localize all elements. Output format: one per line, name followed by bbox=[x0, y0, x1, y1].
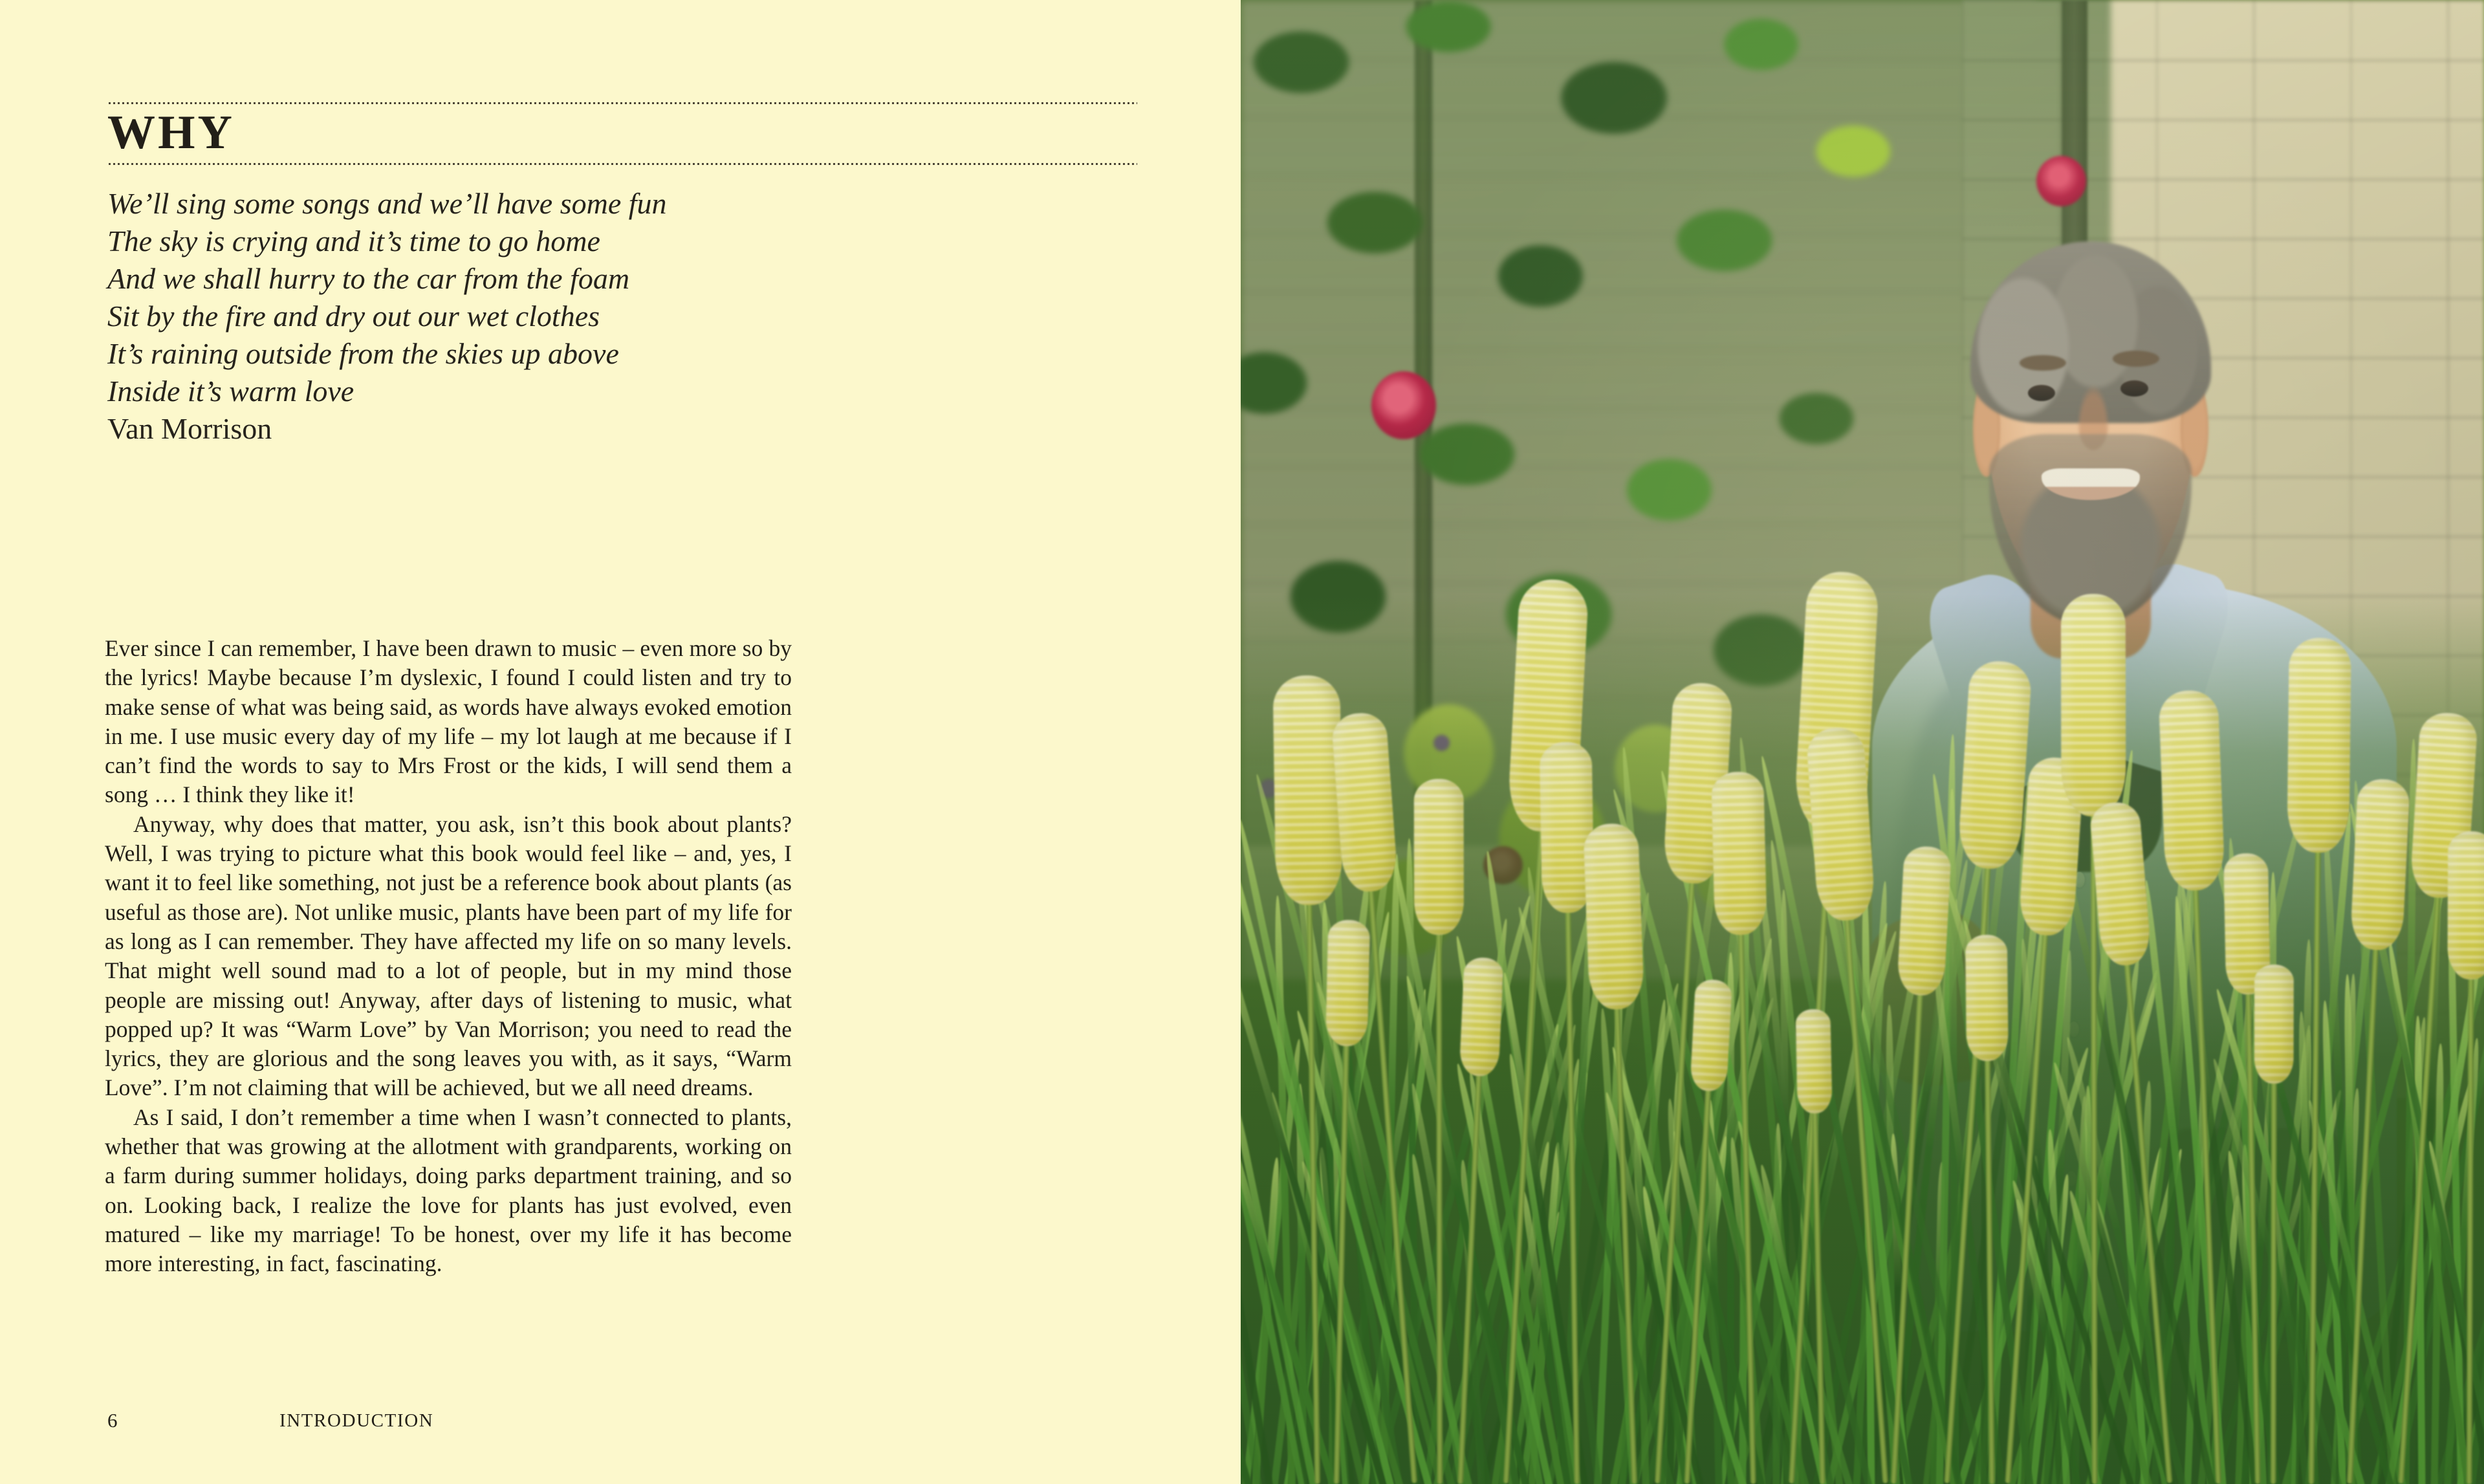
text-page bbox=[0, 0, 1241, 1484]
page-number: 6 bbox=[107, 1409, 118, 1432]
eyebrow-left bbox=[2020, 355, 2066, 371]
heading-rule-bottom bbox=[109, 163, 1137, 165]
photo-scene bbox=[1241, 0, 2484, 1484]
flower-head bbox=[1583, 823, 1644, 1010]
body-paragraph: Anyway, why does that matter, you ask, isn’t this book about plants? Well, I was trying to picture what this book would feel like – and, yes, I want it to feel like something, not just be a reference book about plants (as useful as those are). Not unlike music, plants have been part of my life for as long as I can remember. They have affected my life on so many levels. That might well sound mad to a lot of people, but in my mind those people are missing out! Anyway, after days of listening to music, what popped up? It was “Warm Love” by Van Morrison; you need to read the lyrics, they are glorious and the song leaves you with, as it says, “Warm Love”. I’m not claiming that will be achieved, but we all need dreams. bbox=[105, 811, 792, 1101]
kniphofia-spike bbox=[1965, 935, 2013, 1484]
flower-head bbox=[2158, 689, 2225, 891]
flower-head bbox=[1795, 1009, 1832, 1113]
page-title: WHY bbox=[107, 106, 235, 159]
body-paragraph: As I said, I don’t remember a time when I wasn’t connected to plants, whether that was growing at the allotment with grandparents, working on a farm during summer holidays, doing parks department training, and so on. Looking back, I realize the love for plants has just evolved, even matured – like my marriage! To be honest, over my life it has become more interesting, in fact, fascinating. bbox=[105, 1104, 792, 1277]
flower-head bbox=[2447, 831, 2484, 979]
epigraph-line: The sky is crying and it’s time to go home bbox=[107, 224, 600, 257]
flower-head bbox=[1414, 779, 1464, 935]
body-paragraph: Ever since I can remember, I have been drawn to music – even more so by the lyrics! Maybe because I’m dyslexic, I found I could listen and try to make sense of what was being said, as words have always evoked emotion in me. I use music every day of my life – my lot laugh at me because if I can’t find the words to say to Mrs Frost or the kids, I will send them a song … I think they like it! bbox=[105, 635, 792, 808]
crimson-flower bbox=[1371, 371, 1436, 440]
eye-right bbox=[2120, 380, 2148, 397]
flower-head bbox=[1272, 675, 1343, 905]
eye-left bbox=[2028, 385, 2055, 401]
epigraph-block bbox=[107, 189, 948, 444]
epigraph-line: We’ll sing some songs and we’ll have some fun bbox=[107, 187, 667, 220]
kniphofia-spike bbox=[2446, 831, 2484, 1484]
epigraph-line: Inside it’s warm love bbox=[107, 375, 354, 408]
body-copy bbox=[105, 634, 792, 1279]
flower-head bbox=[1325, 920, 1370, 1047]
crimson-flower bbox=[2036, 156, 2086, 206]
eyebrow-right bbox=[2113, 351, 2159, 367]
kniphofia-spike bbox=[2254, 965, 2294, 1484]
flower-head bbox=[1459, 957, 1504, 1077]
flower-head bbox=[1965, 935, 2009, 1062]
epigraph-line: It’s raining outside from the skies up above bbox=[107, 337, 619, 370]
epigraph-line: And we shall hurry to the car from the foam bbox=[107, 262, 630, 295]
heading-rule-top bbox=[109, 102, 1137, 104]
flower-head bbox=[2287, 638, 2352, 853]
flower-head bbox=[2350, 778, 2411, 951]
flower-head bbox=[1897, 845, 1952, 996]
epigraph-attribution: Van Morrison bbox=[107, 412, 272, 445]
photograph bbox=[1241, 0, 2484, 1484]
running-head: INTRODUCTION bbox=[279, 1410, 434, 1431]
flower-head bbox=[1690, 979, 1733, 1092]
flower-head bbox=[2060, 594, 2126, 816]
flower-head bbox=[2254, 965, 2294, 1084]
epigraph-line: Sit by the fire and dry out our wet clothes bbox=[107, 300, 600, 333]
flower-head bbox=[1711, 771, 1767, 935]
